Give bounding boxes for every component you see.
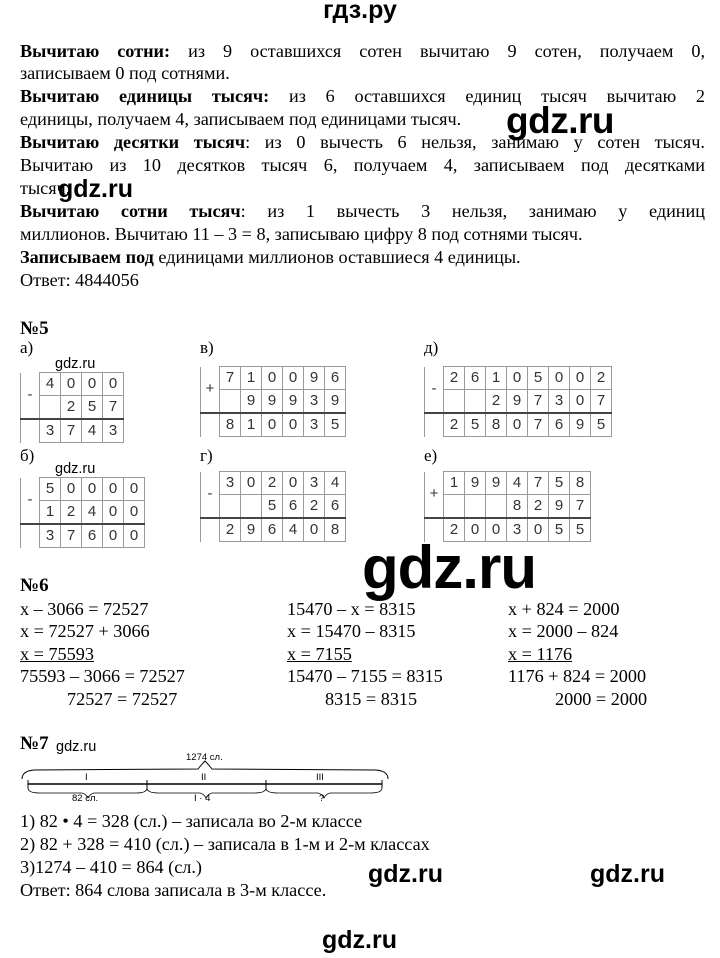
part-value: ? xyxy=(319,793,325,804)
op-sign: + xyxy=(425,472,444,519)
digit: 2 xyxy=(262,472,283,495)
eq-line: x = 2000 – 824 xyxy=(508,621,619,641)
digit xyxy=(444,495,465,519)
digit: 2 xyxy=(220,518,241,542)
digit: 0 xyxy=(507,367,528,390)
calc-g xyxy=(200,471,346,542)
eq-root: x = 1176 xyxy=(508,644,573,664)
part-value: 82 сл. xyxy=(72,793,99,804)
digit: 0 xyxy=(283,413,304,437)
digit: 0 xyxy=(82,373,103,396)
watermark: gdz.ru xyxy=(322,926,397,954)
digit: 6 xyxy=(325,367,346,390)
section-title-6: №6 xyxy=(20,575,49,596)
digit: 9 xyxy=(241,518,262,542)
label-v: в) xyxy=(200,338,214,357)
op-sign: - xyxy=(201,472,220,519)
total-label: 1274 сл. xyxy=(186,752,223,763)
digit: 0 xyxy=(486,518,507,542)
calc-a xyxy=(20,372,124,443)
digit: 0 xyxy=(241,472,262,495)
eq-check: 1176 + 824 = 2000 xyxy=(508,666,647,686)
digit: 6 xyxy=(82,524,103,548)
op-sign: - xyxy=(21,373,40,420)
watermark: gdz.ru xyxy=(506,100,614,141)
eq-check: 2000 = 2000 xyxy=(555,689,648,709)
digit: 5 xyxy=(549,518,570,542)
label-d: д) xyxy=(424,338,439,357)
digit: 1 xyxy=(241,367,262,390)
digit: 3 xyxy=(507,518,528,542)
label-g: г) xyxy=(200,446,213,465)
digit: 1 xyxy=(486,367,507,390)
text-line-1: Вычитаю сотни: из 9 оставшихся сотен вычитаю 9 сотен, получаем 0, xyxy=(20,41,705,61)
eq-check: 8315 = 8315 xyxy=(325,689,418,709)
digit: 7 xyxy=(528,413,549,437)
digit: 7 xyxy=(61,524,82,548)
digit: 9 xyxy=(304,367,325,390)
digit: 0 xyxy=(103,524,124,548)
part-value: I · 4 xyxy=(194,793,211,804)
digit: 7 xyxy=(528,390,549,414)
watermark: gdz.ru xyxy=(56,739,97,755)
digit: 7 xyxy=(591,390,612,414)
digit: 9 xyxy=(283,390,304,414)
digit: 4 xyxy=(283,518,304,542)
text-line-2: записываем 0 под сотнями. xyxy=(20,63,230,83)
digit: 3 xyxy=(40,419,61,443)
section-title-7: №7 xyxy=(20,733,49,754)
solution-line: 1) 82 • 4 = 328 (сл.) – записала во 2-м классе xyxy=(20,811,363,831)
digit: 1 xyxy=(40,501,61,525)
digit: 2 xyxy=(528,495,549,519)
digit: 0 xyxy=(262,367,283,390)
digit: 6 xyxy=(283,495,304,519)
digit: 0 xyxy=(304,518,325,542)
digit: 3 xyxy=(103,419,124,443)
op-sign: + xyxy=(201,367,220,414)
calc-d xyxy=(424,366,612,437)
digit: 2 xyxy=(61,396,82,420)
digit: 0 xyxy=(283,367,304,390)
text-line-9: миллионов. Вычитаю 11 – 3 = 8, записываю цифру 8 под сотнями тысяч. xyxy=(20,224,583,244)
digit: 9 xyxy=(507,390,528,414)
digit: 0 xyxy=(507,413,528,437)
digit: 8 xyxy=(507,495,528,519)
digit: 6 xyxy=(262,518,283,542)
digit: 9 xyxy=(262,390,283,414)
digit: 0 xyxy=(103,373,124,396)
digit: 2 xyxy=(444,413,465,437)
eq-line: x – 3066 = 72527 xyxy=(20,599,149,619)
digit: 0 xyxy=(549,367,570,390)
digit: 6 xyxy=(325,495,346,519)
digit: 2 xyxy=(304,495,325,519)
digit: 8 xyxy=(570,472,591,495)
digit: 7 xyxy=(220,367,241,390)
digit: 3 xyxy=(220,472,241,495)
digit: 5 xyxy=(465,413,486,437)
digit: 5 xyxy=(591,413,612,437)
eq-line: x = 72527 + 3066 xyxy=(20,621,150,641)
digit: 3 xyxy=(40,524,61,548)
digit: 0 xyxy=(61,478,82,501)
digit: 5 xyxy=(82,396,103,420)
calc-v xyxy=(200,366,346,437)
digit: 2 xyxy=(591,367,612,390)
text-line-8: Вычитаю сотни тысяч: из 1 вычесть 3 нельзя, занимаю у единиц xyxy=(20,201,706,221)
eq-check: 15470 – 7155 = 8315 xyxy=(287,666,443,686)
digit: 3 xyxy=(304,390,325,414)
digit: 4 xyxy=(40,373,61,396)
digit: 5 xyxy=(549,472,570,495)
eq-line: x + 824 = 2000 xyxy=(508,599,620,619)
digit: 0 xyxy=(570,367,591,390)
digit: 3 xyxy=(304,472,325,495)
text-line-6: Вычитаю из 10 десятков тысяч 6, получаем 4, записываем под десятками xyxy=(20,155,705,175)
digit: 0 xyxy=(124,524,145,548)
op-sign: - xyxy=(425,367,444,414)
digit: 3 xyxy=(549,390,570,414)
text-line-10: Записываем под единицами миллионов оставшиеся 4 единицы. xyxy=(20,247,521,267)
text-line-4: единицы, получаем 4, записываем под единицами тысяч. xyxy=(20,109,462,129)
digit: 8 xyxy=(325,518,346,542)
digit: 5 xyxy=(40,478,61,501)
digit: 4 xyxy=(507,472,528,495)
solution-line: 3)1274 – 410 = 864 (сл.) xyxy=(20,857,202,877)
digit: 2 xyxy=(486,390,507,414)
digit: 0 xyxy=(528,518,549,542)
digit xyxy=(220,390,241,414)
digit: 9 xyxy=(570,413,591,437)
digit: 9 xyxy=(486,472,507,495)
digit: 0 xyxy=(465,518,486,542)
solution-line: 2) 82 + 328 = 410 (сл.) – записала в 1-м и 2-м классах xyxy=(20,834,430,854)
part-label: III xyxy=(316,772,324,783)
watermark: gdz.ru xyxy=(362,534,536,601)
text-line-5: Вычитаю десятки тысяч: из 0 вычесть 6 нельзя, занимаю у сотен тысяч. xyxy=(20,132,705,152)
digit: 8 xyxy=(486,413,507,437)
eq-root: x = 7155 xyxy=(287,644,352,664)
answer-line: Ответ: 864 слова записала в 3-м классе. xyxy=(20,880,327,900)
part-label: II xyxy=(201,772,207,783)
digit: 9 xyxy=(241,390,262,414)
digit: 5 xyxy=(262,495,283,519)
digit: 0 xyxy=(61,373,82,396)
digit: 1 xyxy=(444,472,465,495)
eq-check: 75593 – 3066 = 72527 xyxy=(20,666,185,686)
digit: 6 xyxy=(549,413,570,437)
digit: 0 xyxy=(103,478,124,501)
digit: 7 xyxy=(61,419,82,443)
digit: 5 xyxy=(528,367,549,390)
answer-line: Ответ: 4844056 xyxy=(20,270,139,290)
eq-check: 72527 = 72527 xyxy=(67,689,178,709)
digit: 5 xyxy=(570,518,591,542)
part-label: I xyxy=(85,772,88,783)
watermark: gdz.ru xyxy=(58,175,133,203)
label-e: е) xyxy=(424,446,438,465)
digit: 0 xyxy=(570,390,591,414)
digit: 9 xyxy=(325,390,346,414)
digit: 2 xyxy=(61,501,82,525)
digit: 3 xyxy=(304,413,325,437)
digit xyxy=(444,390,465,414)
watermark: gdz.ru xyxy=(55,356,96,372)
digit xyxy=(465,495,486,519)
digit: 6 xyxy=(465,367,486,390)
digit xyxy=(241,495,262,519)
digit: 9 xyxy=(549,495,570,519)
digit: 0 xyxy=(124,501,145,525)
calc-e xyxy=(424,471,591,542)
digit: 7 xyxy=(570,495,591,519)
digit: 0 xyxy=(262,413,283,437)
eq-line: x = 15470 – 8315 xyxy=(287,621,416,641)
digit: 9 xyxy=(465,472,486,495)
digit: 0 xyxy=(283,472,304,495)
digit xyxy=(465,390,486,414)
eq-line: 15470 – x = 8315 xyxy=(287,599,416,619)
digit: 0 xyxy=(124,478,145,501)
eq-root: x = 75593 xyxy=(20,644,94,664)
digit: 4 xyxy=(82,419,103,443)
digit: 5 xyxy=(325,413,346,437)
digit: 7 xyxy=(103,396,124,420)
site-header: гдз.ру xyxy=(323,0,397,24)
op-sign: - xyxy=(21,478,40,525)
digit: 1 xyxy=(241,413,262,437)
digit xyxy=(40,396,61,420)
digit: 2 xyxy=(444,518,465,542)
section-title-5: №5 xyxy=(20,318,49,339)
digit: 2 xyxy=(444,367,465,390)
digit: 0 xyxy=(103,501,124,525)
text-line-7: тысяч. xyxy=(20,178,71,198)
digit: 8 xyxy=(220,413,241,437)
watermark: gdz.ru xyxy=(368,860,443,888)
digit xyxy=(486,495,507,519)
label-b: б) xyxy=(20,446,35,465)
text-line-3: Вычитаю единицы тысяч: из 6 оставшихся единиц тысяч вычитаю 2 xyxy=(20,86,705,106)
calc-b xyxy=(20,477,145,548)
digit: 7 xyxy=(528,472,549,495)
digit xyxy=(220,495,241,519)
digit: 0 xyxy=(82,478,103,501)
label-a: а) xyxy=(20,338,34,357)
digit: 4 xyxy=(82,501,103,525)
watermark: gdz.ru xyxy=(55,461,96,477)
digit: 4 xyxy=(325,472,346,495)
watermark: gdz.ru xyxy=(590,860,665,888)
